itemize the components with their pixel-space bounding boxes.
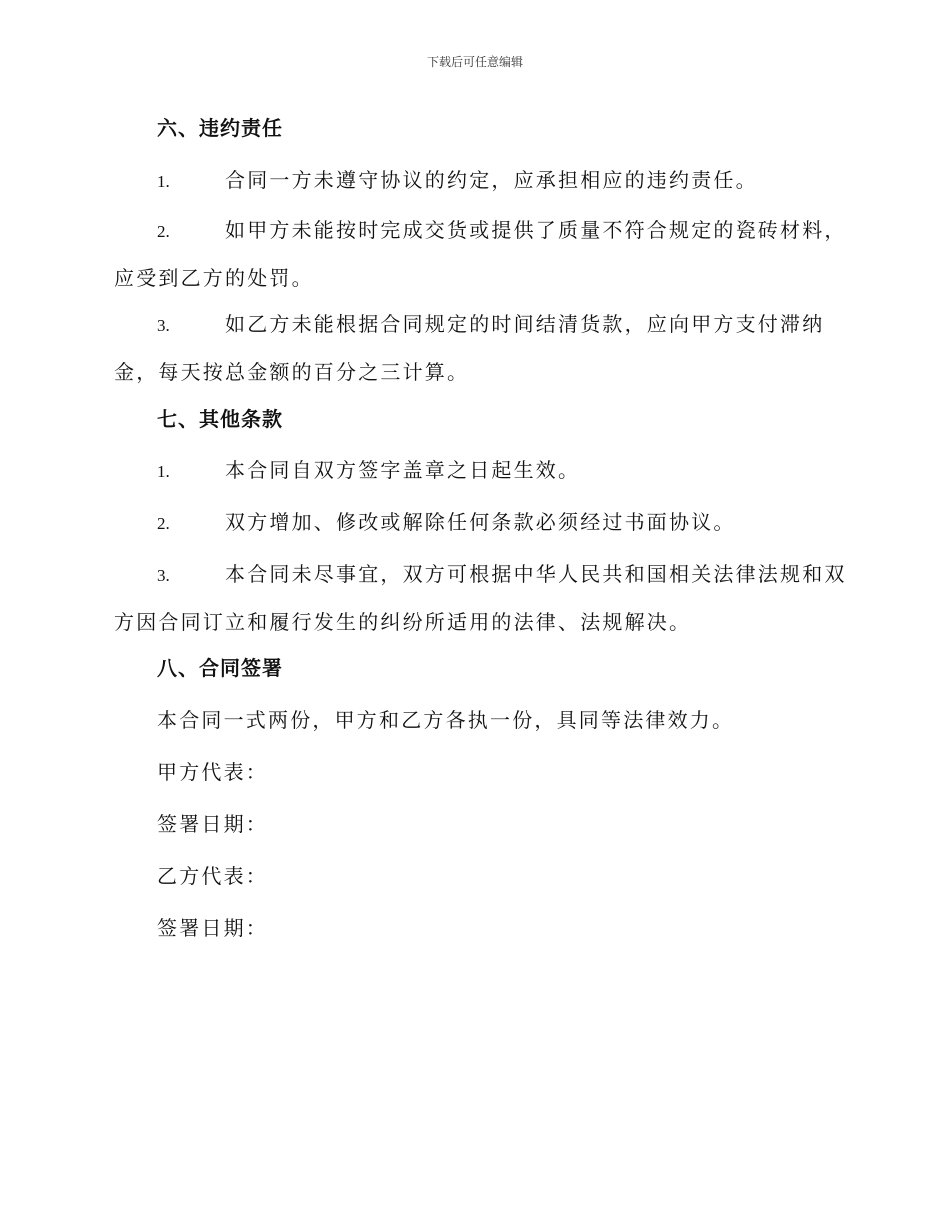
section-7-item-1 (114, 456, 838, 484)
item-text-continued: 方因合同订立和履行发生的纠纷所适用的法律、法规解决。 (114, 610, 692, 634)
section-6-title: 六、违约责任 (157, 116, 283, 140)
item-text: 本合同未尽事宜，双方可根据中华人民共和国相关法律法规和双 (225, 562, 847, 586)
item-text: 如甲方未能按时完成交货或提供了质量不符合规定的瓷砖材料， (225, 218, 847, 242)
item-text: 双方增加、修改或解除任何条款必须经过书面协议。 (225, 510, 736, 534)
party-b-signing-date-label: 签署日期： (157, 916, 268, 940)
item-number: 1. (157, 462, 170, 481)
item-number: 3. (157, 316, 170, 335)
item-text-continued: 应受到乙方的处罚。 (114, 266, 314, 290)
section-6-item-3 (114, 310, 838, 386)
item-number: 1. (157, 172, 170, 191)
page-header: 下载后可任意编辑 (426, 55, 523, 69)
section-8-title: 八、合同签署 (157, 656, 283, 680)
item-text: 本合同自双方签字盖章之日起生效。 (225, 458, 581, 482)
section-7-item-3 (114, 560, 847, 636)
item-text-continued: 金，每天按总金额的百分之三计算。 (114, 360, 470, 384)
party-b-representative-label: 乙方代表： (157, 864, 268, 888)
signing-intro: 本合同一式两份，甲方和乙方各执一份，具同等法律效力。 (157, 708, 735, 732)
item-text: 合同一方未遵守协议的约定，应承担相应的违约责任。 (225, 168, 758, 192)
section-7-item-2 (114, 508, 838, 536)
section-6-item-1 (114, 166, 838, 194)
party-a-representative-label: 甲方代表： (157, 760, 268, 784)
section-6-item-2 (114, 216, 847, 292)
item-text: 如乙方未能根据合同规定的时间结清货款，应向甲方支付滞纳 (225, 312, 825, 336)
party-a-signing-date-label: 签署日期： (157, 812, 268, 836)
item-number: 2. (157, 514, 170, 533)
item-number: 3. (157, 566, 170, 585)
section-7-title: 七、其他条款 (157, 407, 283, 431)
item-number: 2. (157, 222, 170, 241)
